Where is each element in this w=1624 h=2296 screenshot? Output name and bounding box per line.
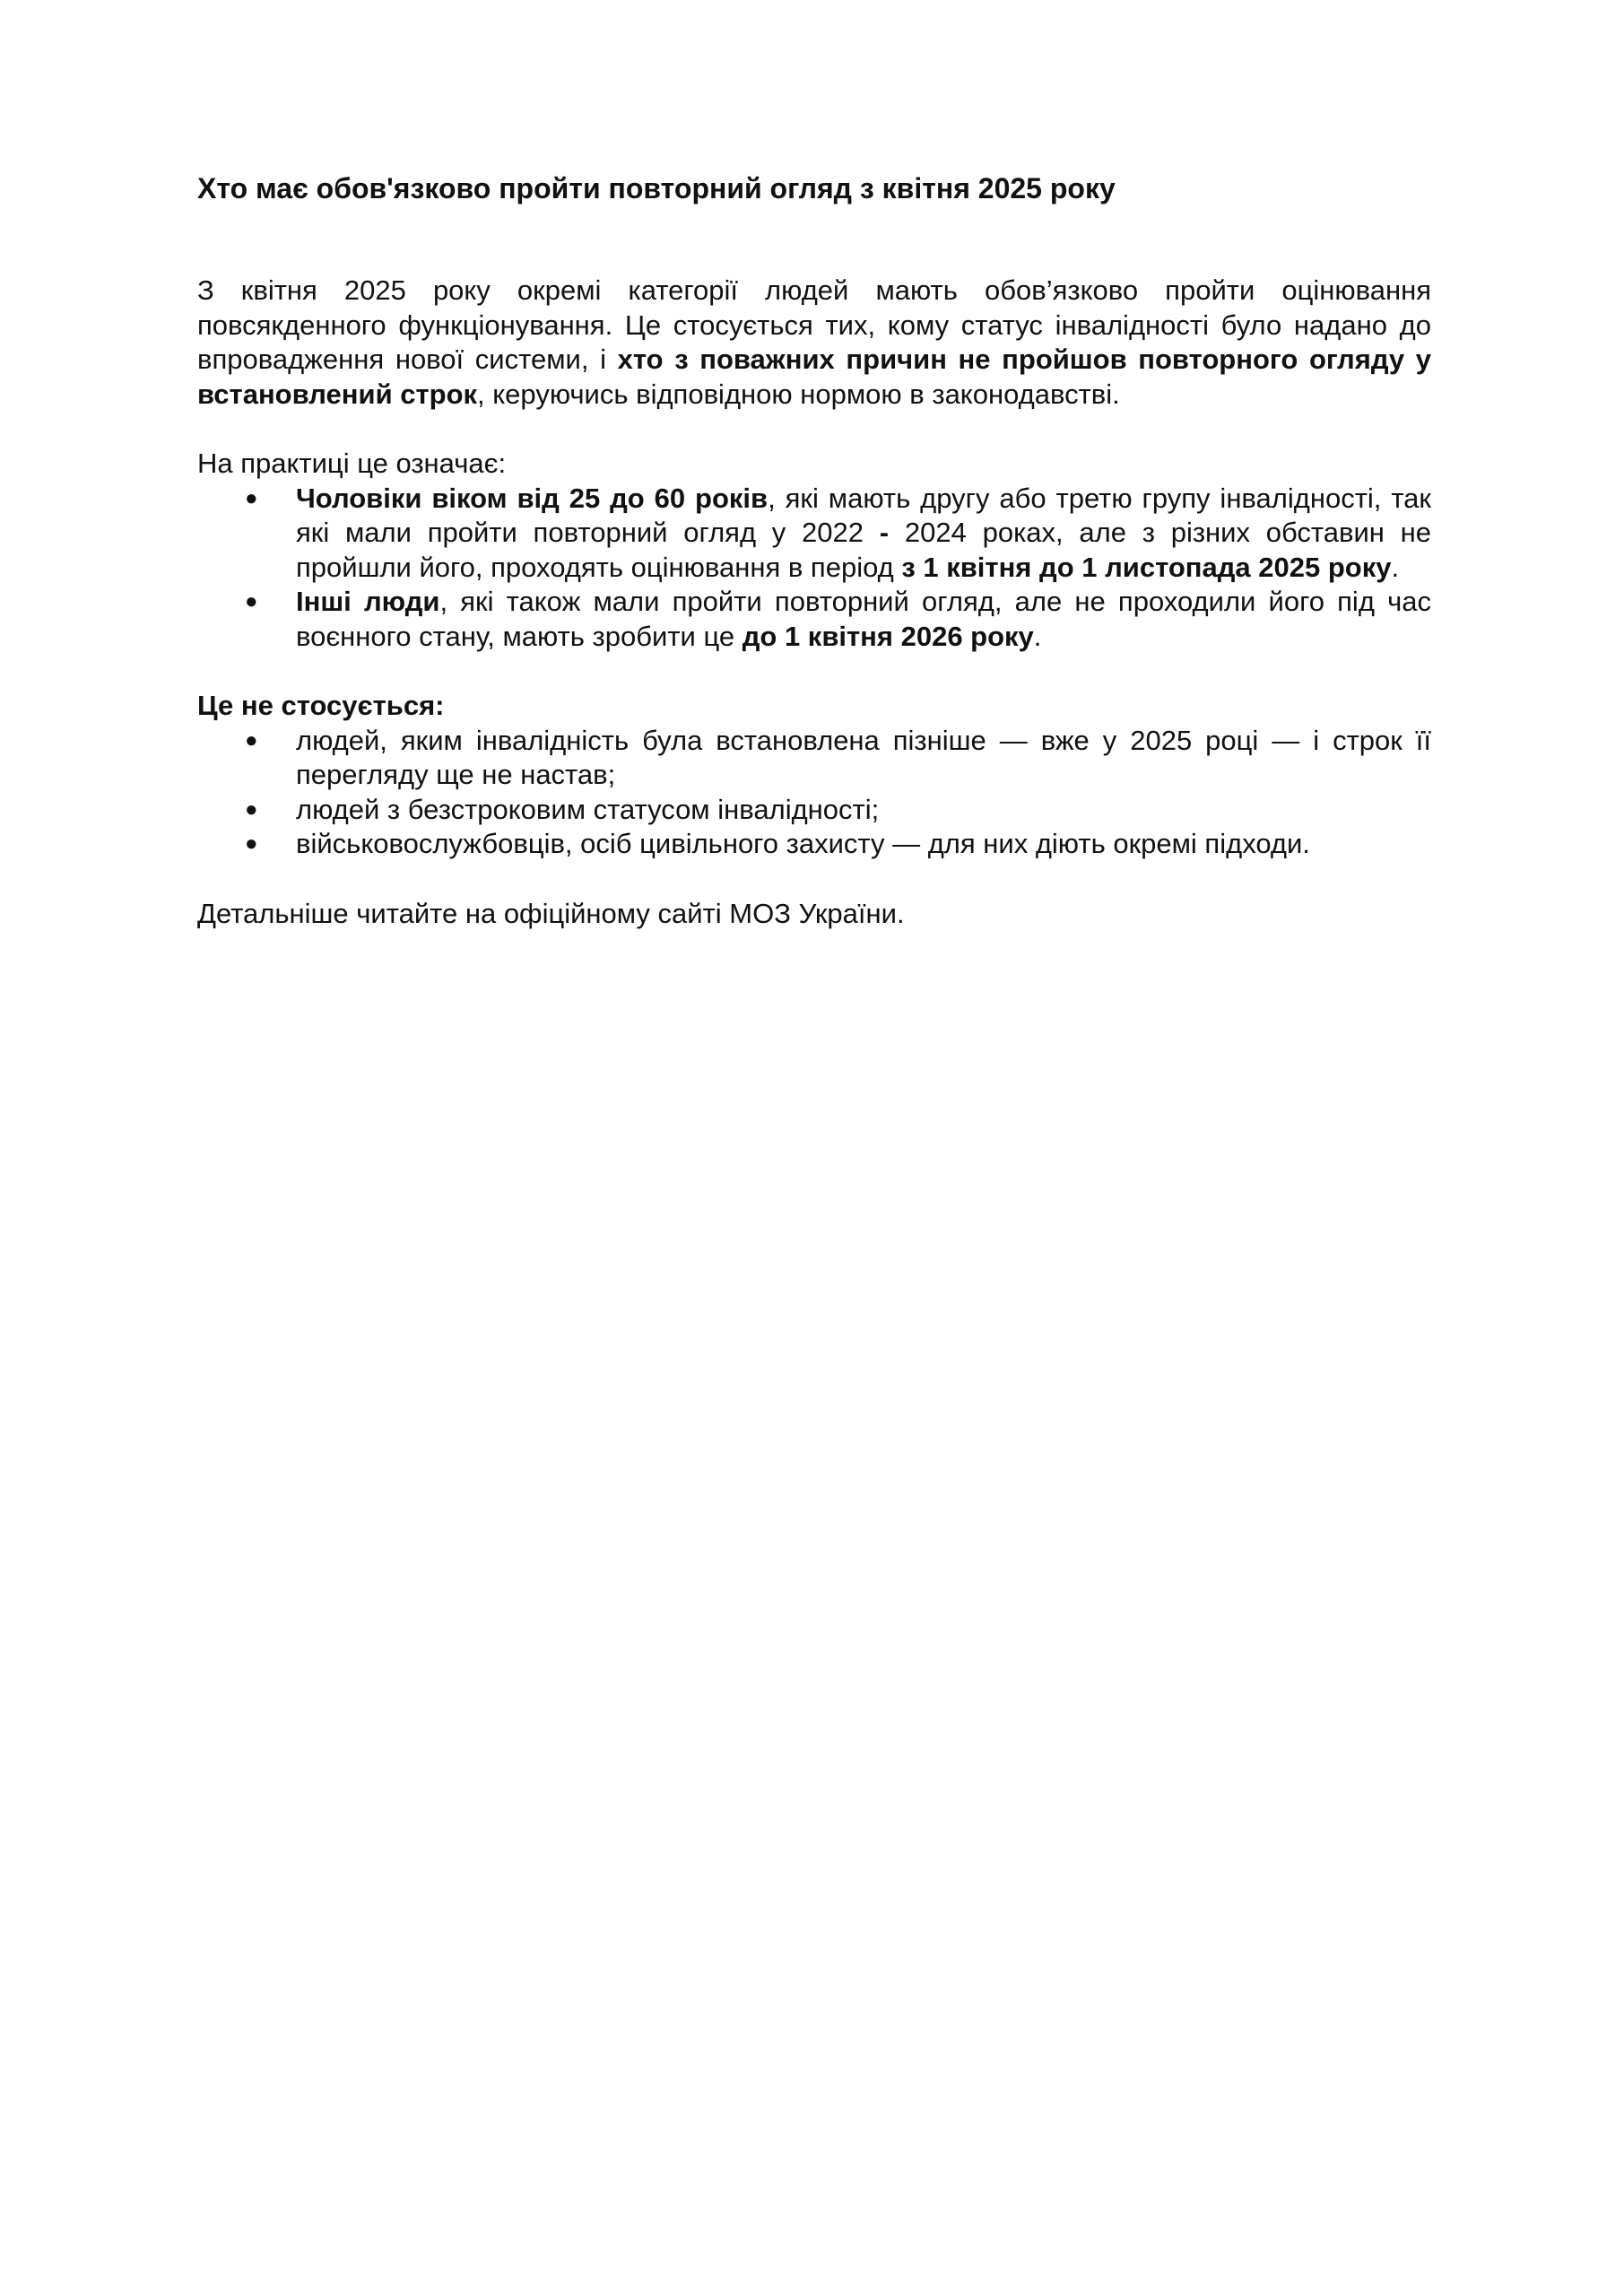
exclusions-list: [197, 724, 1431, 862]
practice-item-deadline: з 1 квітня до 1 листопада 2025 року: [901, 551, 1392, 583]
practice-item-text: , які також мали пройти повторний огляд, але не проходили його під час воєнного стану, мають зробити це: [296, 586, 1431, 652]
intro-text-end: , керуючись відповідною нормою в законодавстві.: [477, 378, 1120, 410]
practice-lead: На практиці це означає:: [197, 448, 507, 479]
intro-bold-text: хто з поважних причин не пройшов повторного огляду у встановлений строк: [197, 344, 1431, 410]
practice-item-men: [197, 482, 1431, 586]
exclusion-item: [197, 724, 1431, 793]
practice-list: [197, 482, 1431, 655]
practice-item-bold: Інші люди: [296, 586, 440, 617]
document-content: [197, 170, 1431, 931]
spacer: [197, 862, 1431, 897]
footer-note: Детальніше читайте на офіційному сайті МОЗ України.: [197, 897, 905, 929]
bullet-icon: ●: [245, 589, 258, 613]
bullet-icon: ●: [245, 796, 258, 822]
exclusion-item-text: людей, яким інвалідність була встановлена пізніше — вже у 2025 році — і строк її перегляду ще не настав;: [296, 724, 1431, 790]
practice-item-others: [197, 585, 1431, 654]
spacer: [197, 412, 1431, 447]
practice-item-dash: -: [879, 517, 890, 548]
exclusions-heading: Це не стосується:: [197, 690, 445, 721]
document-title: Хто має обов'язково пройти повторний огляд з квітня 2025 року: [197, 172, 1116, 204]
exclusion-item-text: людей з безстроковим статусом інвалідності;: [296, 793, 880, 825]
spacer: [197, 654, 1431, 689]
practice-item-text: .: [1391, 551, 1400, 583]
bullet-icon: ●: [245, 831, 258, 856]
intro-paragraph: [197, 274, 1431, 412]
exclusion-item-text: військовослужбовців, осіб цивільного захисту — для них діють окремі підходи.: [296, 828, 1310, 859]
bullet-icon: ●: [245, 485, 258, 510]
bullet-icon: ●: [245, 727, 258, 752]
practice-item-text: .: [1033, 620, 1042, 652]
intro-text: З квітня 2025 року окремі категорії людей мають обов’язково пройти оцінювання повсякденного функціонування. Це стосується тих, кому статус інвалідності було надано до впровадження нової системи, і: [197, 274, 1431, 375]
practice-item-text: , які мають другу або третю групу інвалідності, так які мали пройти повторний огляд у 2022: [296, 482, 1431, 548]
practice-item-deadline: до 1 квітня 2026 року: [742, 620, 1034, 652]
practice-item-text: 2024 роках, але з різних обставин не пройшли його, проходять оцінювання в період: [296, 517, 1431, 583]
practice-item-bold: Чоловіки віком від 25 до 60 років: [296, 482, 769, 514]
exclusion-item: [197, 827, 1431, 862]
exclusion-item: [197, 793, 1431, 828]
